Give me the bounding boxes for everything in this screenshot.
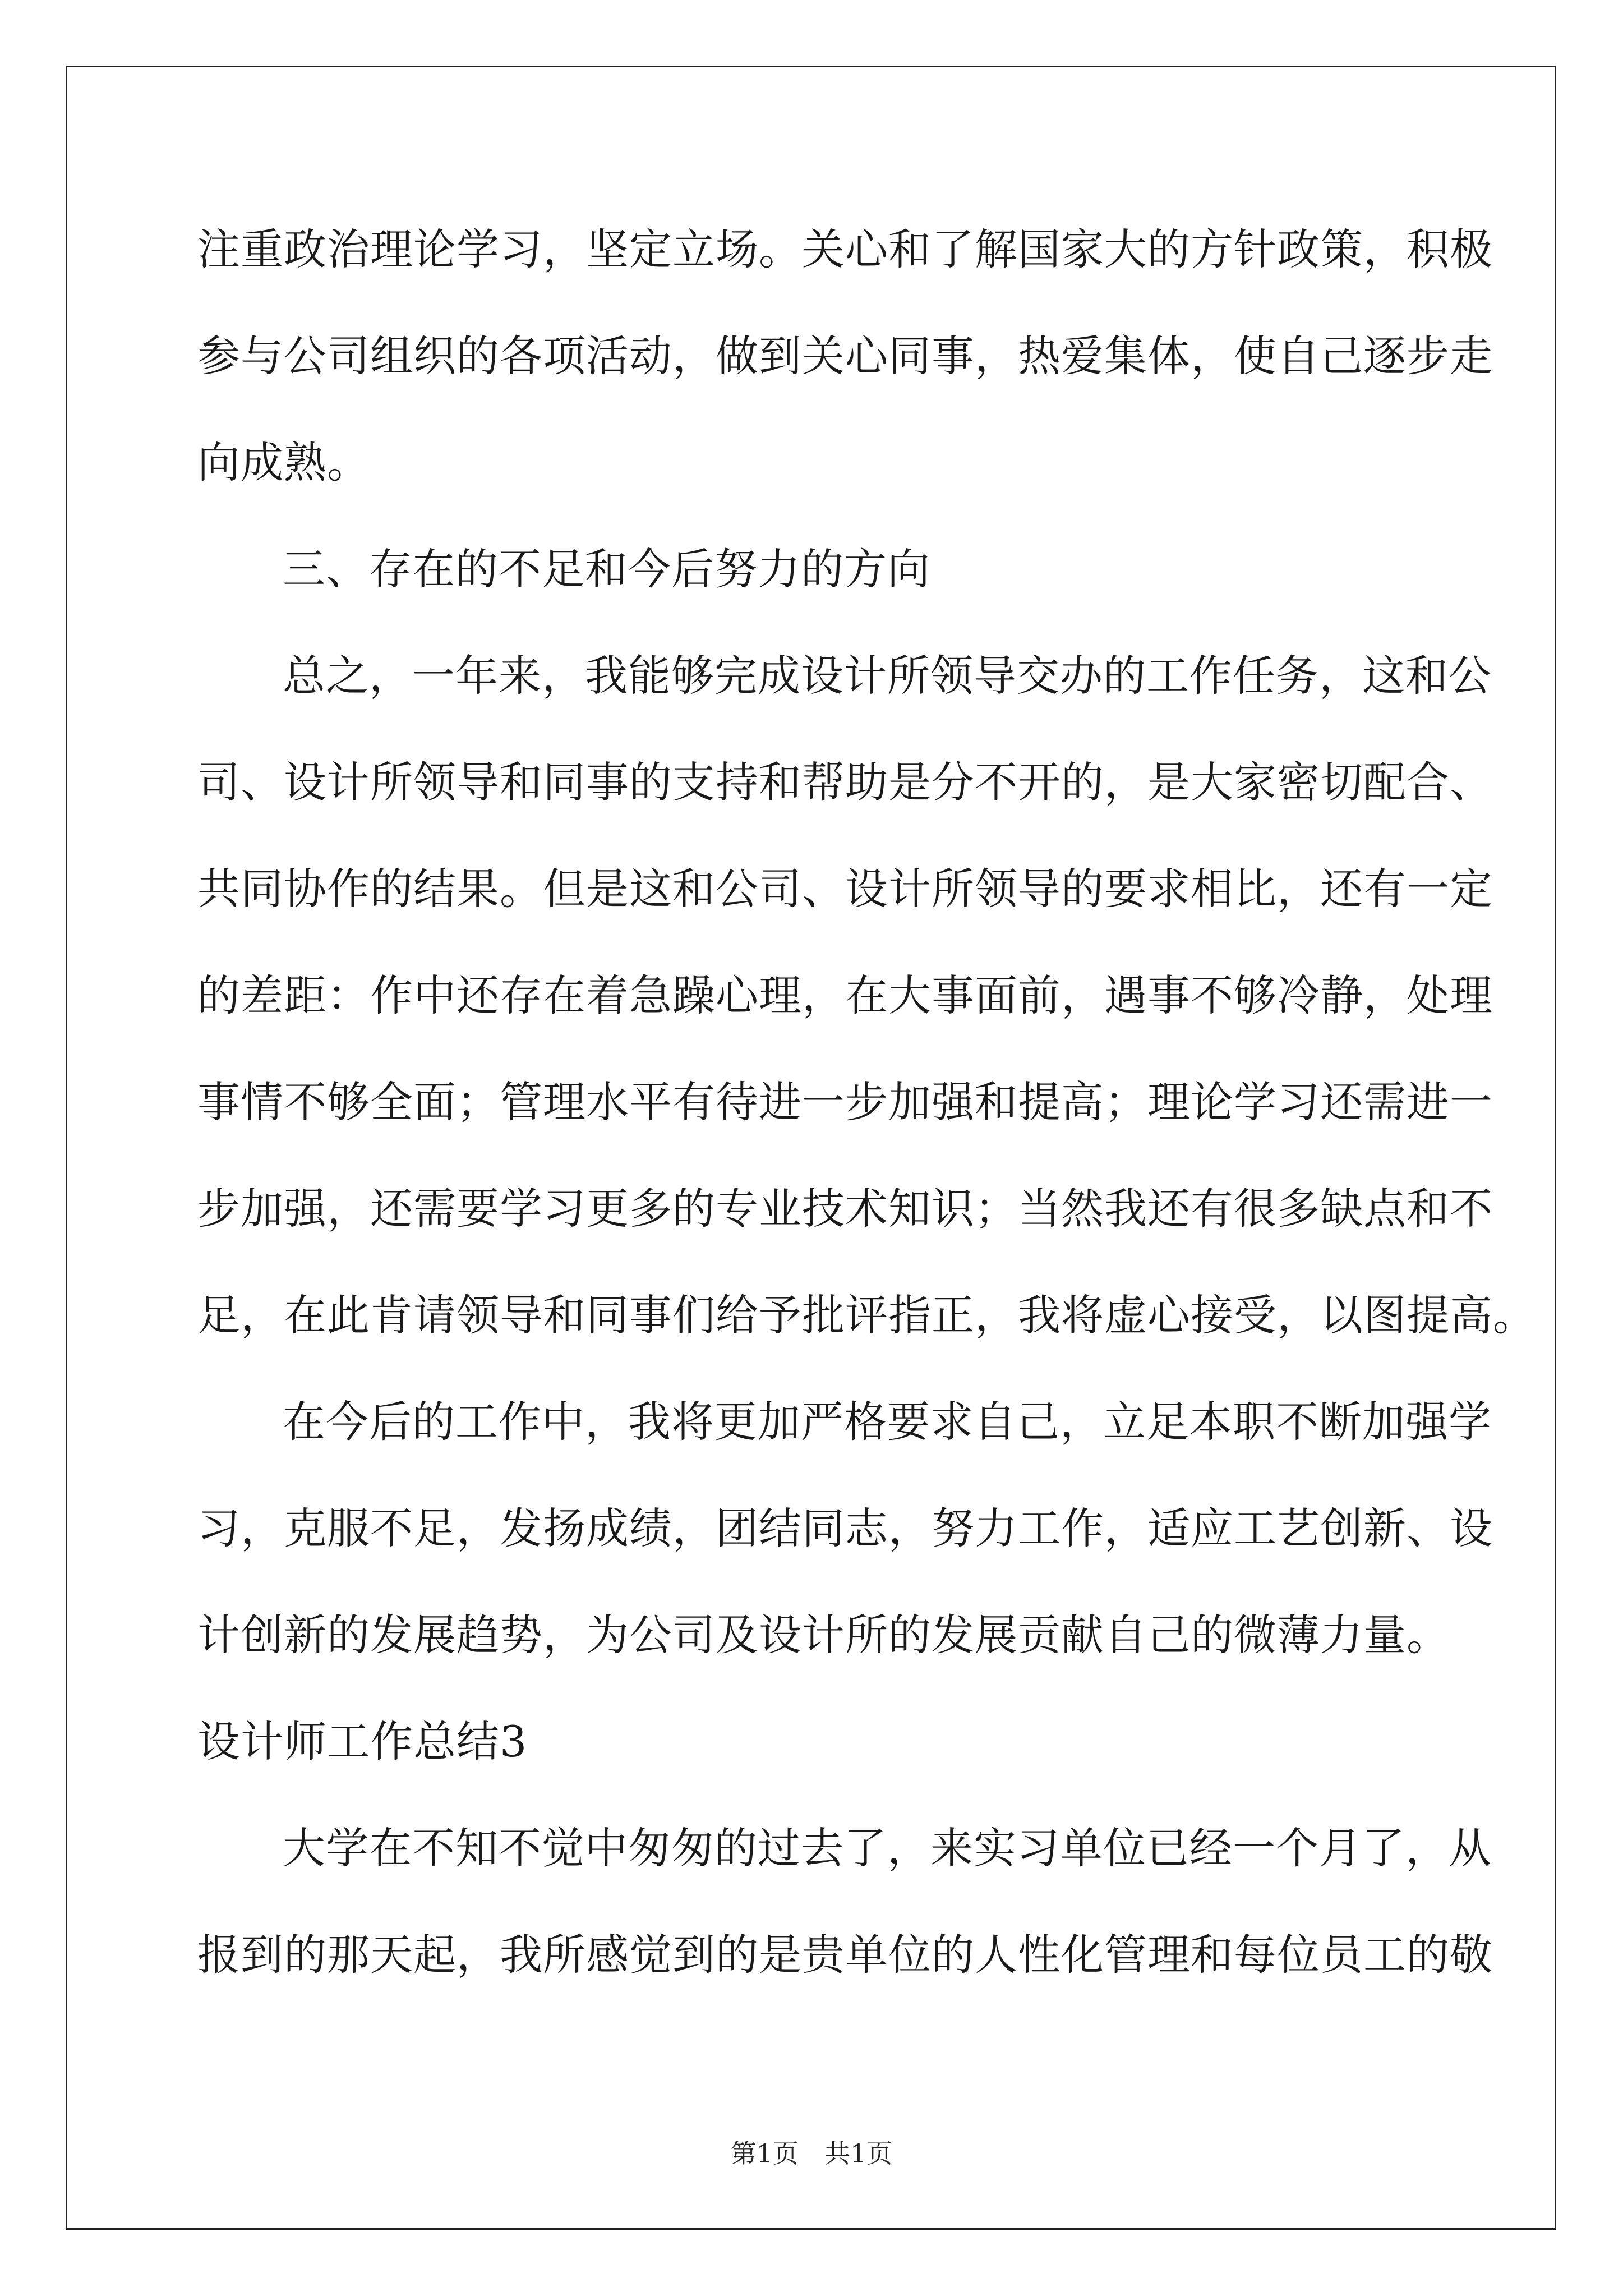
document-body <box>197 202 1536 2014</box>
page-number: 第1页 <box>730 2138 799 2169</box>
text-line: 步加强，还需要学习更多的专业技术知识；当然我还有很多缺点和不 <box>197 1184 1493 1234</box>
text-line: 共同协作的结果。但是这和公司、设计所领导的要求相比，还有一定 <box>197 864 1493 914</box>
text-line: 的差距：作中还存在着急躁心理，在大事面前，遇事不够冷静，处理 <box>197 970 1493 1020</box>
text-line: 总之，一年来，我能够完成设计所领导交办的工作任务，这和公 <box>283 651 1492 701</box>
text-line: 注重政治理论学习，坚定立场。关心和了解国家大的方针政策，积极 <box>197 224 1493 274</box>
page-footer <box>0 2133 1623 2170</box>
page-total: 共1页 <box>824 2138 893 2169</box>
text-line: 在今后的工作中，我将更加严格要求自己，立足本职不断加强学 <box>283 1397 1492 1447</box>
text-line: 报到的那天起，我所感觉到的是贵单位的人性化管理和每位员工的敬 <box>197 1930 1493 1980</box>
text-line: 向成熟。 <box>197 438 370 487</box>
article-title: 设计师工作总结3 <box>197 1717 528 1766</box>
text-line: 计创新的发展趋势，为公司及设计所的发展贡献自己的微薄力量。 <box>197 1610 1450 1660</box>
text-line: 事情不够全面；管理水平有待进一步加强和提高；理论学习还需进一 <box>197 1077 1493 1127</box>
text-line: 参与公司组织的各项活动，做到关心同事，热爱集体，使自己逐步走 <box>197 331 1493 381</box>
text-line: 司、设计所领导和同事的支持和帮助是分不开的，是大家密切配合、 <box>197 757 1493 807</box>
text-line: 大学在不知不觉中匆匆的过去了，来实习单位已经一个月了，从 <box>283 1823 1492 1873</box>
text-line: 足，在此肯请领导和同事们给予批评指正，我将虚心接受，以图提高。 <box>197 1290 1536 1340</box>
text-line: 习，克服不足，发扬成绩，团结同志，努力工作，适应工艺创新、设 <box>197 1503 1493 1553</box>
section-heading: 三、存在的不足和今后努力的方向 <box>283 544 930 594</box>
